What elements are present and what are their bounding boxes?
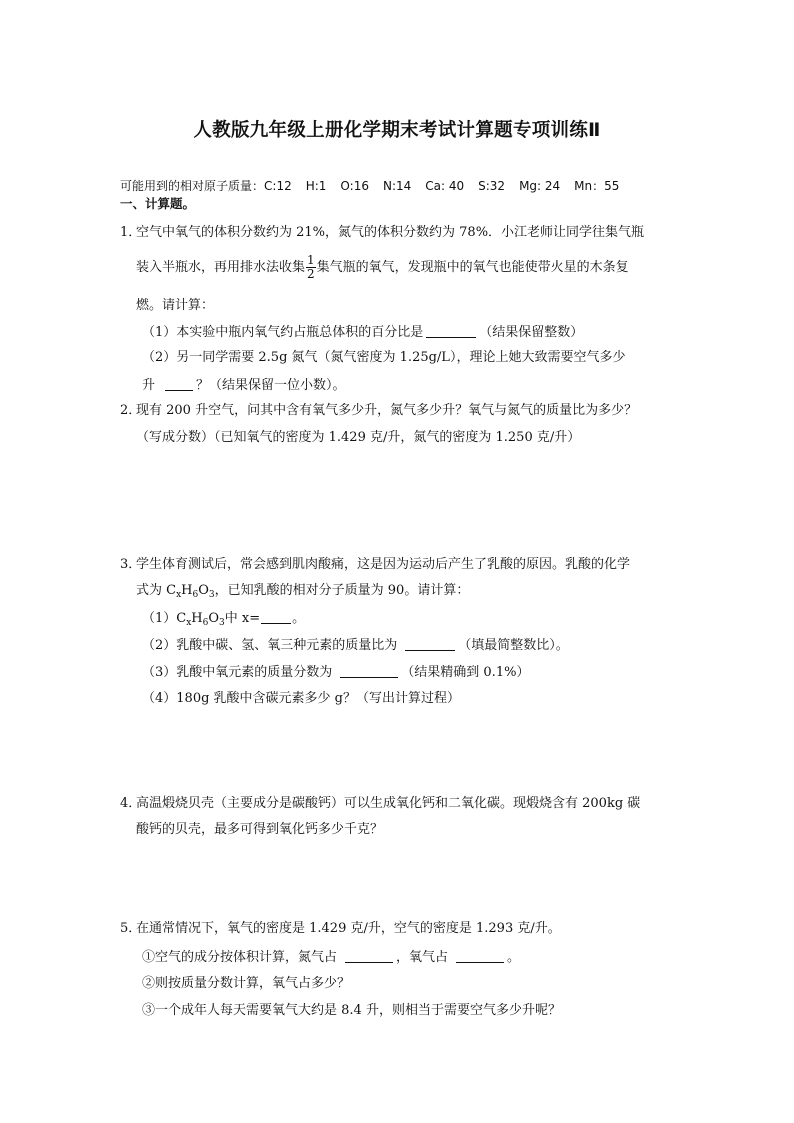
question-1-sub-2-line-2: [142, 376, 346, 395]
question-5-sub-1: [142, 948, 520, 967]
answer-blank[interactable]: [345, 948, 393, 963]
question-1-line-2: [136, 254, 629, 281]
question-number: 4．: [120, 796, 142, 811]
subscript: 3: [208, 590, 215, 600]
question-3-sub-4: （4）180g 乳酸中含碳元素多少 g？（写出计算过程）: [142, 691, 460, 706]
question-text: 装入半瓶水，再用排水法收集: [136, 260, 306, 275]
question-3-line-2: [136, 582, 469, 600]
formula-element: H: [191, 611, 203, 626]
subscript: 3: [219, 618, 225, 628]
atomic-mass-item: O:16: [340, 179, 369, 193]
question-text: 在通常情况下，氧气的密度是 1.429 克/升，空气的密度是 1.293 克/升。: [136, 921, 561, 936]
question-5-line-1: [120, 920, 561, 938]
atomic-mass-item: Mn：55: [574, 179, 620, 193]
question-4-line-2: 酸钙的贝壳，最多可得到氧化钙多少千克？: [136, 822, 384, 837]
question-3-sub-3: [142, 663, 529, 682]
question-text: （1）本实验中瓶内氧气约占瓶总体积的百分比是: [142, 325, 424, 340]
question-text: （填最简整数比）。: [458, 638, 569, 653]
question-5-sub-2: ②则按质量分数计算，氧气占多少？: [142, 976, 351, 991]
question-text: （3）乳酸中氧元素的质量分数为: [142, 665, 333, 680]
question-1-line-3: 燃。请计算：: [136, 298, 215, 313]
fraction-numerator: 1: [307, 253, 315, 267]
answer-blank[interactable]: [340, 663, 398, 678]
question-2-line-1: [120, 402, 637, 420]
question-4-line-1: [120, 795, 640, 813]
answer-blank[interactable]: [261, 609, 291, 624]
formula-element: H: [181, 583, 193, 598]
question-text: （结果保留整数）: [479, 325, 584, 340]
question-text: （1）C: [142, 611, 187, 626]
question-2-line-2: （写成分数）（已知氧气的密度为 1.429 克/升，氮气的密度为 1.250 克/升）: [136, 430, 581, 445]
fraction-denominator: 2: [307, 267, 315, 281]
question-text: ①空气的成分按体积计算，氮气占: [142, 950, 338, 965]
question-1-line-1: [120, 224, 644, 242]
answer-blank[interactable]: [405, 636, 455, 651]
formula-element: O: [208, 611, 220, 626]
question-text: ，氧气占: [396, 950, 449, 965]
answer-blank[interactable]: [426, 323, 476, 338]
question-3-line-1: [120, 556, 630, 574]
question-text: 。: [507, 950, 521, 965]
fraction-one-half: [306, 254, 316, 281]
question-number: 5．: [120, 921, 142, 936]
section-heading: 一、计算题。: [120, 196, 196, 211]
question-text: 现有 200 升空气，问其中含有氧气多少升，氮气多少升？氧气与氮气的质量比为多少？: [136, 403, 638, 418]
question-text: 。: [292, 611, 306, 626]
question-number: 1．: [120, 225, 142, 240]
subscript: x: [186, 618, 192, 628]
question-text: 中 x=: [224, 611, 261, 626]
atomic-mass-item: C:12: [264, 179, 292, 193]
question-text: 集气瓶的氧气，发现瓶中的氧气也能使带火星的木条复: [316, 260, 629, 275]
formula-element: O: [198, 583, 209, 598]
question-text: （结果精确到 0.1%）: [401, 665, 530, 680]
question-1-sub-2-line-1: （2）另一同学需要 2.5g 氮气（氮气密度为 1.25g/L），理论上她大致需要空气多少: [142, 350, 626, 365]
page-title: 人教版九年级上册化学期末考试计算题专项训练Ⅱ: [193, 120, 601, 141]
question-text: ，已知乳酸的相对分子质量为 90。请计算：: [214, 583, 470, 598]
atomic-mass-item: Mg: 24: [519, 179, 561, 193]
question-3-sub-1: [142, 609, 305, 628]
answer-blank[interactable]: [456, 948, 504, 963]
subscript: 6: [192, 590, 199, 600]
question-text: 式为 C: [136, 583, 177, 598]
question-number: 2．: [120, 403, 142, 418]
question-5-sub-3: ③一个成年人每天需要氧气大约是 8.4 升，则相当于需要空气多少升呢？: [142, 1003, 561, 1018]
atomic-masses: [120, 177, 633, 195]
question-text: 空气中氧气的体积分数约为 21%，氮气的体积分数约为 78%．小江老师让同学往集气瓶: [136, 225, 645, 240]
subscript: 6: [202, 618, 209, 628]
atomic-mass-item: H:1: [305, 179, 327, 193]
question-text: ？（结果保留一位小数）。: [196, 378, 346, 393]
question-text: 高温煅烧贝壳（主要成分是碳酸钙）可以生成氧化钙和二氧化碳。现煅烧含有 200kg 碳: [136, 796, 641, 811]
question-1-sub-1: [142, 323, 583, 342]
question-text: 学生体育测试后，常会感到肌肉酸痛，这是因为运动后产生了乳酸的原因。乳酸的化学: [136, 557, 631, 572]
atomic-mass-item: N:14: [382, 179, 412, 193]
answer-blank[interactable]: [165, 376, 193, 391]
atomic-masses-label: 可能用到的相对原子质量：: [120, 179, 265, 193]
question-number: 3．: [120, 557, 142, 572]
atomic-mass-item: Ca: 40: [425, 179, 465, 193]
question-text: 升: [142, 378, 156, 393]
question-3-sub-2: [142, 636, 569, 655]
atomic-mass-item: S:32: [478, 179, 506, 193]
question-text: （2）乳酸中碳、氢、氧三种元素的质量比为: [142, 638, 398, 653]
subscript: x: [176, 590, 182, 600]
